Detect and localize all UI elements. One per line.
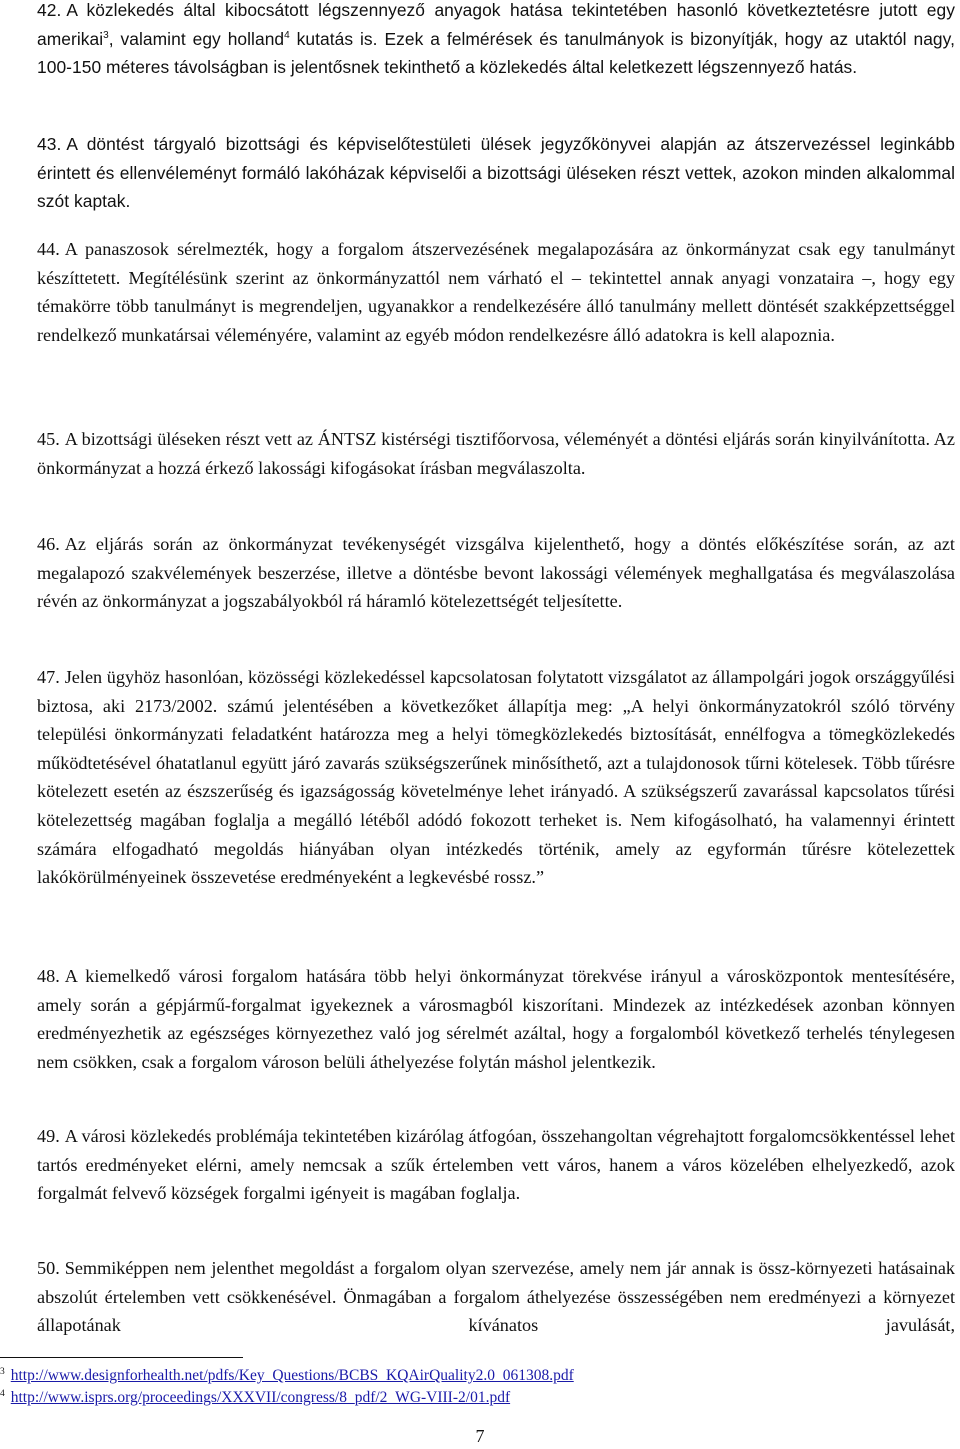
paragraph-text: A bizottsági üléseken részt vett az ÁNTSZ kistérségi tisztifőorvosa, véleményét a döntési eljárás során kinyilvánította. Az önkormányzat a hozzá érkező lakossági kifogásokat írásban megválaszolta. bbox=[37, 429, 955, 478]
paragraph-text: A közlekedés által kibocsátott légszennyező anyagok hatása tekintetében hasonló következtetésre jutott egy amerikai bbox=[37, 0, 955, 49]
paragraph-49 bbox=[37, 1122, 955, 1208]
paragraph-text: A kiemelkedő városi forgalom hatására több helyi önkormányzat törekvése irányul a városközpontok mentesítésére, amely során a gépjármű-forgalmat igyekeznek a városmagból kiszorítani. Mindezek az intézkedések azonban könnyen eredményezhetik az egészséges környezethez való jog sérelmét azáltal, hogy a forgalomból következő terhelés ténylegesen nem csökken, csak a forgalom városon belüli áthelyezése folytán máshol jelentkezik. bbox=[37, 966, 955, 1072]
footnote-ref-3[interactable]: 3 bbox=[103, 29, 109, 41]
paragraph-text: Jelen ügyhöz hasonlóan, közösségi közlekedéssel kapcsolatosan folytatott vizsgálatot az állampolgári jogok országgyűlési biztosa, aki 2173/2002. számú jelentésében a következőket állapítja meg: „A helyi önkormányzatokról szóló törvény települési önkormányzati feladatként határozza meg a helyi tömegközlekedés biztosítását, ennélfogva a tömegközlekedés működtetésével óhatatlanul együtt járó zavarás szükségszerűnek minősíthető, azt a tulajdonosok tűrni kötelesek. Több tűrésre kötelezett esetén az észszerűség és igazságosság követelménye lehet irányadó. A szükségszerű zavarással kapcsolatos tűrési kötelezettség magában foglalja a megálló létéből adódó fokozott terheket is. Nem kifogásolható, ha valamennyi érintett számára elfogadható megoldás hiányában olyan intézkedés történik, amely az egyformán tűrésre kötelezettek lakókörülményeinek összevetése eredményeként a legkevésbé rossz.” bbox=[37, 667, 955, 888]
footnote-ref-4[interactable]: 4 bbox=[284, 29, 290, 41]
footnote-link[interactable]: http://www.designforhealth.net/pdfs/Key_Questions/BCBS_KQAirQuality2.0_061308.pdf bbox=[10, 1367, 574, 1384]
paragraph-number: 50. bbox=[37, 1258, 60, 1278]
paragraph-43 bbox=[37, 130, 955, 216]
paragraph-text: A döntést tárgyaló bizottsági és képviselőtestületi ülések jegyzőkönyvei alapján az átszervezéssel leginkább érintett és ellenvéleményt formáló lakóházak képviselői a bizottsági üléseken részt vettek, azokon minden alkalommal szót kaptak. bbox=[37, 134, 955, 212]
paragraph-number: 48. bbox=[37, 966, 60, 986]
paragraph-text: Semmiképpen nem jelenthet megoldást a forgalom olyan szervezése, amely nem jár annak is össz-környezeti hatásainak abszolút értelemben vett csökkenésével. Önmagában a forgalom áthelyezése összességében nem eredményezi a környezet állapotának kívánatos javulását, bbox=[37, 1258, 955, 1336]
paragraph-text: , valamint egy holland bbox=[108, 28, 285, 49]
footnote-mark: 3 bbox=[0, 1366, 5, 1377]
paragraph-text: kutatás is. Ezek a felmérések és tanulmányok is bizonyítják, hogy az utaktól nagy, 100-150 méteres távolságban is jelentősnek tekinthető a közlekedés által keletkezett légszennyező hatás. bbox=[37, 28, 955, 78]
paragraph-number: 42. bbox=[37, 0, 62, 20]
footnote-link[interactable]: http://www.isprs.org/proceedings/XXXVII/congress/8_pdf/2_WG-VIII-2/01.pdf bbox=[10, 1389, 511, 1406]
paragraph-44 bbox=[37, 235, 955, 349]
footnote-divider bbox=[0, 1357, 243, 1358]
paragraph-50 bbox=[37, 1254, 955, 1340]
paragraph-text: A városi közlekedés problémája tekintetében kizárólag átfogóan, összehangoltan végrehajtott forgalomcsökkentéssel lehet tartós eredményeket elérni, amely nemcsak a szűk értelemben vett város, hanem a város közelében elhelyezkedő, azok forgalmát felvevő községek forgalmi igényeit is magában foglalja. bbox=[37, 1126, 955, 1204]
paragraph-number: 49. bbox=[37, 1126, 60, 1146]
footnote-3 bbox=[0, 1366, 574, 1386]
paragraph-text: Az eljárás során az önkormányzat tevékenységét vizsgálva kijelenthető, hogy a döntés előkészítése során, az azt megalapozó szakvélemények beszerzése, illetve a döntésbe bevont lakossági vélemények meghallgatása és megválaszolása révén az önkormányzat a jogszabályokból rá háramló kötelezettségét teljesítette. bbox=[37, 534, 955, 612]
paragraph-number: 45. bbox=[37, 429, 60, 449]
paragraph-46 bbox=[37, 530, 955, 616]
paragraph-number: 43. bbox=[37, 134, 62, 154]
paragraph-number: 46. bbox=[37, 534, 60, 554]
paragraph-text: A panaszosok sérelmezték, hogy a forgalom átszervezésének megalapozására az önkormányzat csak egy tanulmányt készíttetett. Megítélésünk szerint az önkormányzattól nem várható el – tekintettel annak anyagi vonzataira –, hogy egy témakörre több tanulmányt is megrendeljen, ugyanakkor a rendelkezésére álló tanulmány mellett döntését szakképzettséggel rendelkező munkatársai véleményére, valamint az egyéb módon rendelkezésre álló adatokra is kell alapoznia. bbox=[37, 239, 955, 345]
paragraph-number: 44. bbox=[37, 239, 60, 259]
paragraph-47 bbox=[37, 663, 955, 892]
paragraph-42 bbox=[37, 0, 955, 82]
footnote-mark: 4 bbox=[0, 1388, 5, 1399]
paragraph-48 bbox=[37, 962, 955, 1076]
footnote-4 bbox=[0, 1388, 510, 1408]
paragraph-number: 47. bbox=[37, 667, 60, 687]
page-number: 7 bbox=[475, 1426, 485, 1446]
paragraph-45 bbox=[37, 425, 955, 482]
